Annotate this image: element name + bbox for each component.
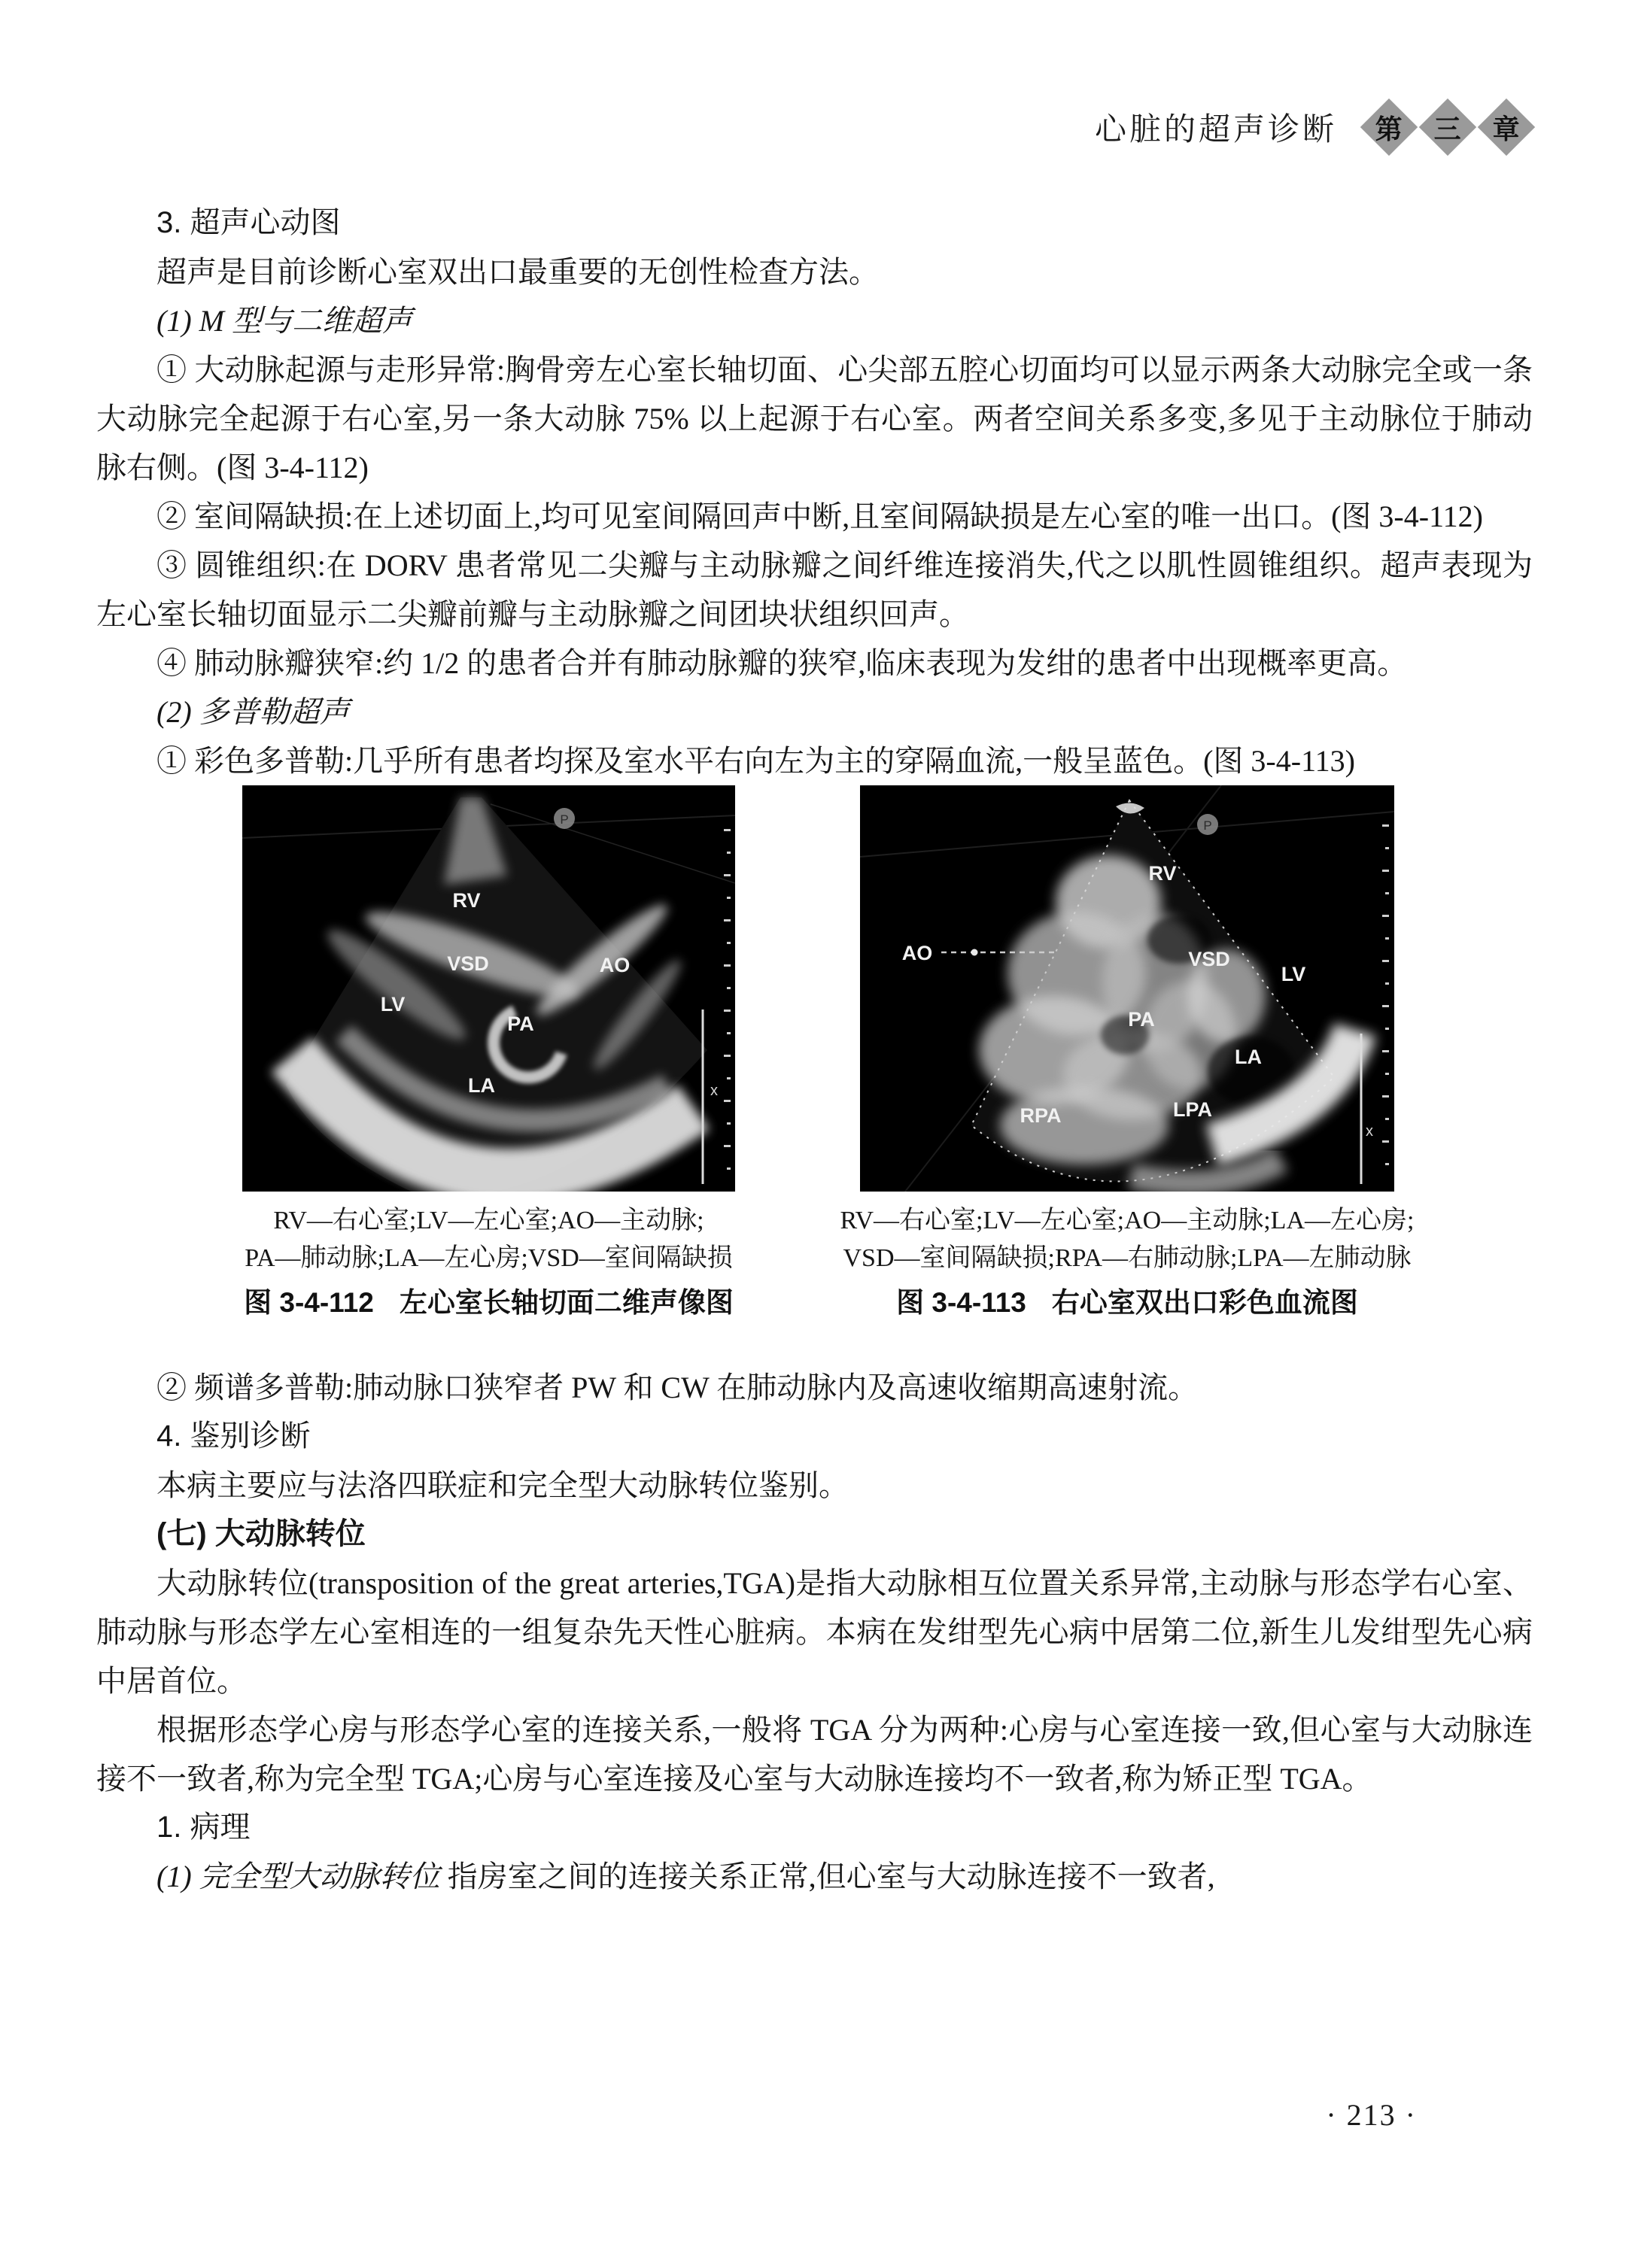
section-heading-pathology: 1. 病理	[157, 1811, 251, 1844]
fig2-label-ao: AO	[901, 942, 933, 964]
fig1-label-vsd: VSD	[447, 952, 489, 975]
fig2-label-la: LA	[1235, 1046, 1262, 1068]
fig2-caption	[896, 1283, 1358, 1322]
section-heading-differential: 4. 鉴别诊断	[157, 1419, 311, 1453]
paragraph-item-2: ② 室间隔缺损:在上述切面上,均可见室间隔回声中断,且室间隔缺损是左心室的唯一出口。(图 3-4-112)	[157, 499, 1483, 533]
paragraph-complete-tga	[96, 1852, 1533, 1901]
running-head	[96, 98, 1533, 156]
fig1-label-la: LA	[468, 1074, 495, 1097]
subheading-doppler: (2) 多普勒超声	[157, 695, 350, 729]
paragraph-spectral-doppler: ② 频谱多普勒:肺动脉口狭窄者 PW 和 CW 在肺动脉内及高速收缩期高速射流。	[157, 1371, 1199, 1404]
fig1-caption-title: 左心室长轴切面二维声像图	[399, 1287, 734, 1318]
chapter-diamond-3	[1478, 99, 1535, 156]
figure-3-4-112	[242, 785, 735, 1322]
paragraph-tga-classification: 根据形态学心房与形态学心室的连接关系,一般将 TGA 分为两种:心房与心室连接一致,但心室与大动脉连接不一致者,称为完全型 TGA;心房与心室连接及心室与大动脉连接均不一致者,称为矫正型 TGA。	[96, 1713, 1533, 1796]
body-text-upper	[96, 199, 1533, 785]
paragraph-intro: 超声是目前诊断心室双出口最重要的无创性检查方法。	[157, 255, 879, 289]
chapter-char-1: 第	[1375, 113, 1403, 144]
complete-tga-label: (1) 完全型大动脉转位	[157, 1860, 440, 1893]
paragraph-item-1: ① 大动脉起源与走形异常:胸骨旁左心室长轴切面、心尖部五腔心切面均可以显示两条大动脉完全或一条大动脉完全起源于右心室,另一条大动脉 75% 以上起源于右心室。两者空间关系多变,多见于主动脉位于肺动脉右侧。(图 3-4-112)	[96, 353, 1533, 484]
paragraph-tga-definition: 大动脉转位(transposition of the great arteries,TGA)是指大动脉相互位置关系异常,主动脉与形态学右心室、肺动脉与形态学左心室相连的一组复杂先天性心脏病。本病在发绀型先心病中居第二位,新生儿发绀型先心病中居首位。	[96, 1566, 1533, 1698]
paragraph-item-4: ④ 肺动脉瓣狭窄:约 1/2 的患者合并有肺动脉瓣的狭窄,临床表现为发绀的患者中出现概率更高。	[157, 646, 1408, 680]
chapter-diamond-2	[1419, 99, 1476, 156]
paragraph-color-doppler: ① 彩色多普勒:几乎所有患者均探及室水平右向左为主的穿隔血流,一般呈蓝色。(图 3-4-113)	[157, 744, 1355, 778]
page-number: · 213 ·	[1326, 2098, 1417, 2132]
body-text-lower	[96, 1363, 1533, 1901]
figures-row	[96, 785, 1533, 1322]
fig1-label-rv: RV	[452, 889, 481, 912]
figure-3-4-113	[840, 785, 1415, 1322]
paragraph-item-3: ③ 圆锥组织:在 DORV 患者常见二尖瓣与主动脉瓣之间纤维连接消失,代之以肌性圆锥组织。超声表现为左心室长轴切面显示二尖瓣前瓣与主动脉瓣之间团块状组织回声。	[96, 548, 1533, 631]
fig2-legend-line1: RV—右心室;LV—左心室;AO—主动脉;LA—左心房;	[840, 1207, 1415, 1234]
fig1-x-marker: x	[710, 1082, 718, 1099]
fig1-label-lv: LV	[380, 993, 406, 1016]
fig2-label-lv: LV	[1281, 963, 1306, 985]
chapter-header-title: 心脏的超声诊断	[1094, 111, 1337, 147]
fig2-label-vsd: VSD	[1188, 948, 1230, 970]
fig2-label-lpa: LPA	[1173, 1098, 1212, 1121]
fig1-label-ao: AO	[599, 954, 631, 976]
fig1-probe-letter: P	[560, 812, 569, 827]
subheading-m-mode-2d: (1) M 型与二维超声	[157, 304, 412, 338]
chapter-char-2: 三	[1433, 113, 1462, 144]
ultrasound-image-color-flow	[860, 785, 1394, 1192]
fig2-legend-line2: VSD—室间隔缺损;RPA—右肺动脉;LPA—左肺动脉	[843, 1244, 1412, 1272]
fig2-caption-title: 右心室双出口彩色血流图	[1051, 1287, 1358, 1318]
fig2-label-rv: RV	[1148, 862, 1177, 885]
chapter-char-3: 章	[1492, 113, 1521, 144]
section-heading-tga: (七) 大动脉转位	[157, 1517, 366, 1550]
complete-tga-text: 指房室之间的连接关系正常,但心室与大动脉连接不一致者,	[439, 1860, 1215, 1893]
fig2-x-marker: x	[1366, 1123, 1373, 1140]
fig1-caption-number: 图 3-4-112	[244, 1287, 374, 1318]
fig1-caption	[244, 1283, 734, 1322]
chapter-diamond-row	[1363, 101, 1533, 153]
paragraph-differential: 本病主要应与法洛四联症和完全型大动脉转位鉴别。	[157, 1468, 849, 1502]
fig1-legend-line2: PA—肺动脉;LA—左心房;VSD—室间隔缺损	[245, 1244, 733, 1272]
fig2-probe-letter: P	[1203, 818, 1212, 833]
section-heading-echocardiogram: 3. 超声心动图	[157, 206, 341, 239]
fig2-label-pa: PA	[1128, 1008, 1155, 1031]
fig2-label-rpa: RPA	[1020, 1104, 1062, 1127]
fig1-label-pa: PA	[507, 1013, 534, 1035]
fig2-caption-number: 图 3-4-113	[896, 1287, 1026, 1318]
ultrasound-image-long-axis	[242, 785, 735, 1192]
fig1-legend-line1: RV—右心室;LV—左心室;AO—主动脉;	[273, 1207, 704, 1234]
chapter-diamond-1	[1360, 99, 1418, 156]
